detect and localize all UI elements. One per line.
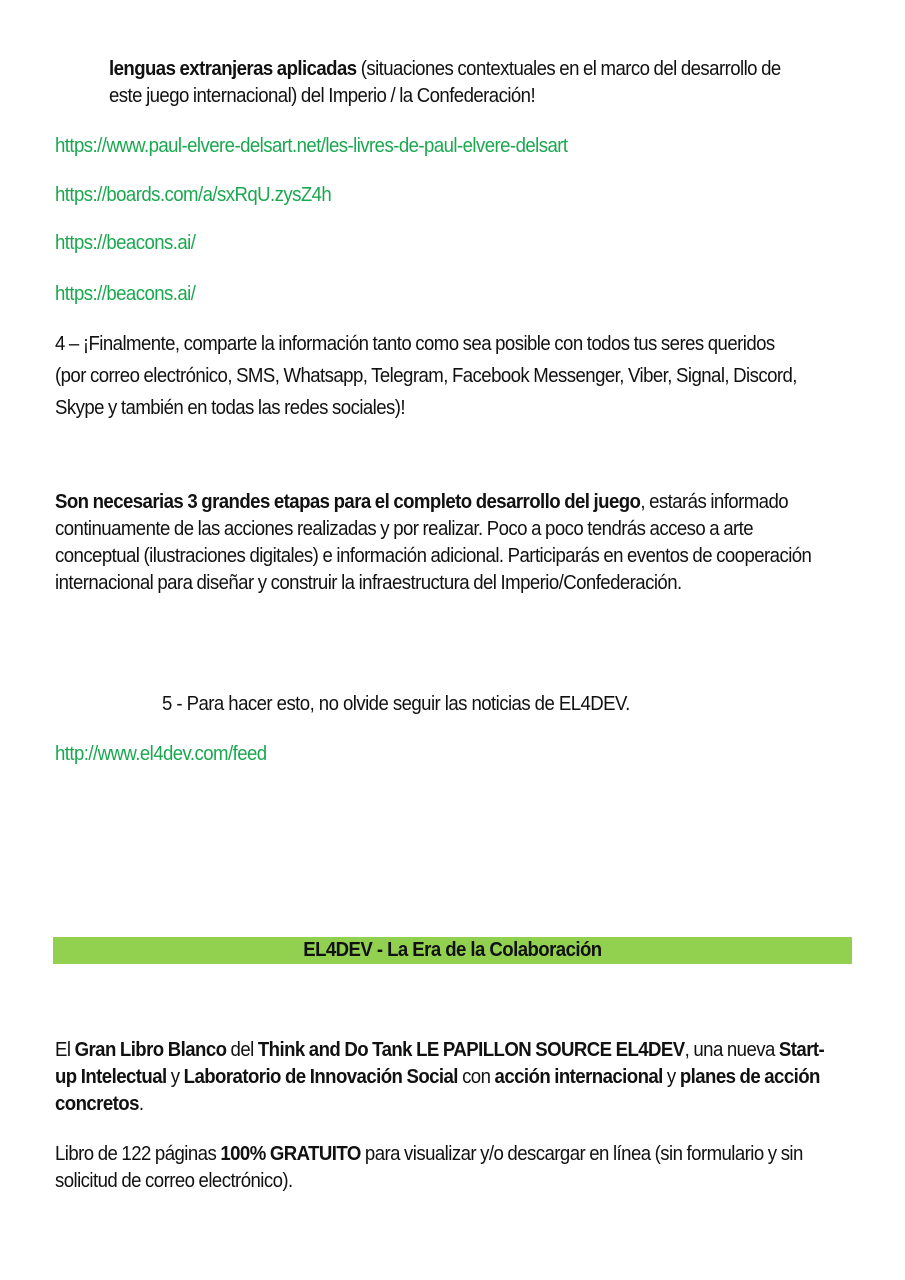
link-boards[interactable]: https://boards.com/a/sxRqU.zysZ4h xyxy=(55,184,332,206)
wb-part-bold: Laboratorio de Innovación Social xyxy=(183,1066,458,1088)
stages-bold-lead: Son necesarias 3 grandes etapas para el completo desarrollo del juego xyxy=(55,491,641,513)
intro-bold-lead: lenguas extranjeras aplicadas xyxy=(109,58,357,80)
white-book-paragraph xyxy=(55,1037,827,1118)
link-paul-elvere-delsart[interactable]: https://www.paul-elvere-delsart.net/les-livres-de-paul-elvere-delsart xyxy=(55,135,568,157)
wb-part-bold: Think and Do Tank LE PAPILLON SOURCE EL4DEV xyxy=(257,1039,685,1061)
stages-rest: , estarás informado continuamente de las acciones realizadas y por realizar. Poco a poco tendrás acceso a arte conceptual (ilustraciones digitales) e información adicional. Participarás en eventos de cooperación internacional para diseñar y construir la infraestructura del Imperio/Confederación. xyxy=(55,491,812,594)
link-beacons-2[interactable]: https://beacons.ai/ xyxy=(55,283,196,305)
wb-part: y xyxy=(166,1066,184,1088)
step4-paragraph xyxy=(55,328,799,424)
section-banner xyxy=(53,937,852,964)
step4-text: 4 – ¡Finalmente, comparte la información tanto como sea posible con todos tus seres queridos (por correo electrónico, SMS, Whatsapp, Telegram, Facebook Messenger, Viber, Signal, Discord, Skype y también en todas las redes sociales)! xyxy=(55,333,797,419)
wb-part-bold: acción internacional xyxy=(494,1066,663,1088)
book-info-paragraph xyxy=(55,1141,818,1195)
wb-part-bold: planes de acción concretos xyxy=(55,1066,820,1115)
bi-part-bold: 100% GRATUITO xyxy=(220,1143,361,1165)
banner-title: EL4DEV - La Era de la Colaboración xyxy=(303,939,602,961)
wb-part: , una nueva xyxy=(684,1039,779,1061)
intro-rest: (situaciones contextuales en el marco del desarrollo de este juego internacional) del Imperio / la Confederación! xyxy=(109,58,781,107)
wb-part: y xyxy=(662,1066,680,1088)
wb-part: El xyxy=(55,1039,75,1061)
bi-part: Libro de 122 páginas xyxy=(55,1143,221,1165)
wb-part: . xyxy=(138,1093,144,1115)
link-el4dev-feed[interactable]: http://www.el4dev.com/feed xyxy=(55,743,267,765)
intro-paragraph xyxy=(109,56,816,110)
wb-part: con xyxy=(457,1066,495,1088)
link-beacons-1[interactable]: https://beacons.ai/ xyxy=(55,232,196,254)
bi-part: para visualizar y/o descargar en línea (sin formulario y sin solicitud de correo electrónico). xyxy=(55,1143,803,1192)
step5-text: 5 - Para hacer esto, no olvide seguir las noticias de EL4DEV. xyxy=(162,693,630,715)
wb-part-bold: Gran Libro Blanco xyxy=(74,1039,227,1061)
wb-part-bold: Start-up Intelectual xyxy=(55,1039,825,1088)
stages-paragraph xyxy=(55,489,841,597)
wb-part: del xyxy=(226,1039,258,1061)
